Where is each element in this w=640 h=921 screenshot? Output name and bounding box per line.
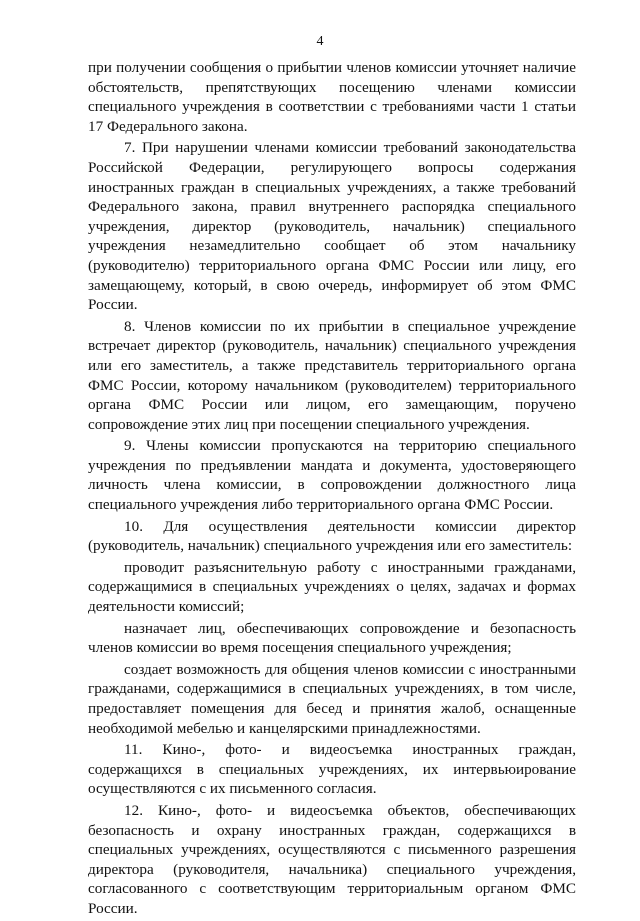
- paragraph-10-item-1: проводит разъяснительную работу с иностранными гражданами, содержащимися в специальных учреждениях о целях, задачах и формах деятельности комиссий;: [88, 558, 576, 616]
- paragraph-9: 9. Члены комиссии пропускаются на территорию специального учреждения по предъявлении мандата и документа, удостоверяющего личность члена комиссии, в сопровождении должностного лица специального учреждения либо территориального органа ФМС России.: [88, 437, 576, 514]
- page-number: 4: [316, 34, 324, 49]
- paragraph-10: 10. Для осуществления деятельности комиссии директор (руководитель, начальник) специального учреждения или его заместитель:: [88, 517, 576, 555]
- paragraph-continuation: при получении сообщения о прибытии членов комиссии уточняет наличие обстоятельств, препятствующих посещению членами комиссии специального учреждения в соответствии с требованиями части 1 статьи 17 Федерального закона.: [88, 59, 576, 135]
- paragraph-12: 12. Кино-, фото- и видеосъемка объектов, обеспечивающих безопасность и охрану иностранных граждан, содержащихся в специальных учреждениях, осуществляются с письменного разрешения директора (руководителя, начальника) специального учреждения, согласованного с соответствующим территориальным органом ФМС России.: [88, 801, 576, 917]
- paragraph-10-item-2: назначает лиц, обеспечивающих сопровождение и безопасность членов комиссии во время посещения специального учреждения;: [88, 619, 576, 657]
- paragraph-8: 8. Членов комиссии по их прибытии в специальное учреждение встречает директор (руководитель, начальник) специального учреждения или его заместитель, а также представитель территориального органа ФМС России, которому начальником (руководителем) территориального органа ФМС России или лицом, его замещающим, поручено сопровождение этих лиц при посещении специального учреждения.: [88, 317, 576, 433]
- paragraph-10-item-3: создает возможность для общения членов комиссии с иностранными гражданами, содержащимися в специальных учреждениях, в том числе, предоставляет помещения для бесед и принятия жалоб, оснащенные необходимой мебелью и канцелярскими принадлежностями.: [88, 660, 576, 737]
- paragraph-7: 7. При нарушении членами комиссии требований законодательства Российской Федерации, регулирующего вопросы содержания иностранных граждан в специальных учреждениях, а также требований Федерального закона, правил внутреннего распорядка специального учреждения, директор (руководитель, начальник) специального учреждения незамедлительно сообщает об этом начальнику (руководителю) территориального органа ФМС России или лицу, его замещающему, который, в свою очередь, информирует об этом ФМС России.: [88, 139, 576, 314]
- paragraph-11: 11. Кино-, фото- и видеосъемка иностранных граждан, содержащихся в специальных учреждениях, их интервьюирование осуществляются с их письменного согласия.: [88, 741, 576, 798]
- document-body: [88, 58, 576, 921]
